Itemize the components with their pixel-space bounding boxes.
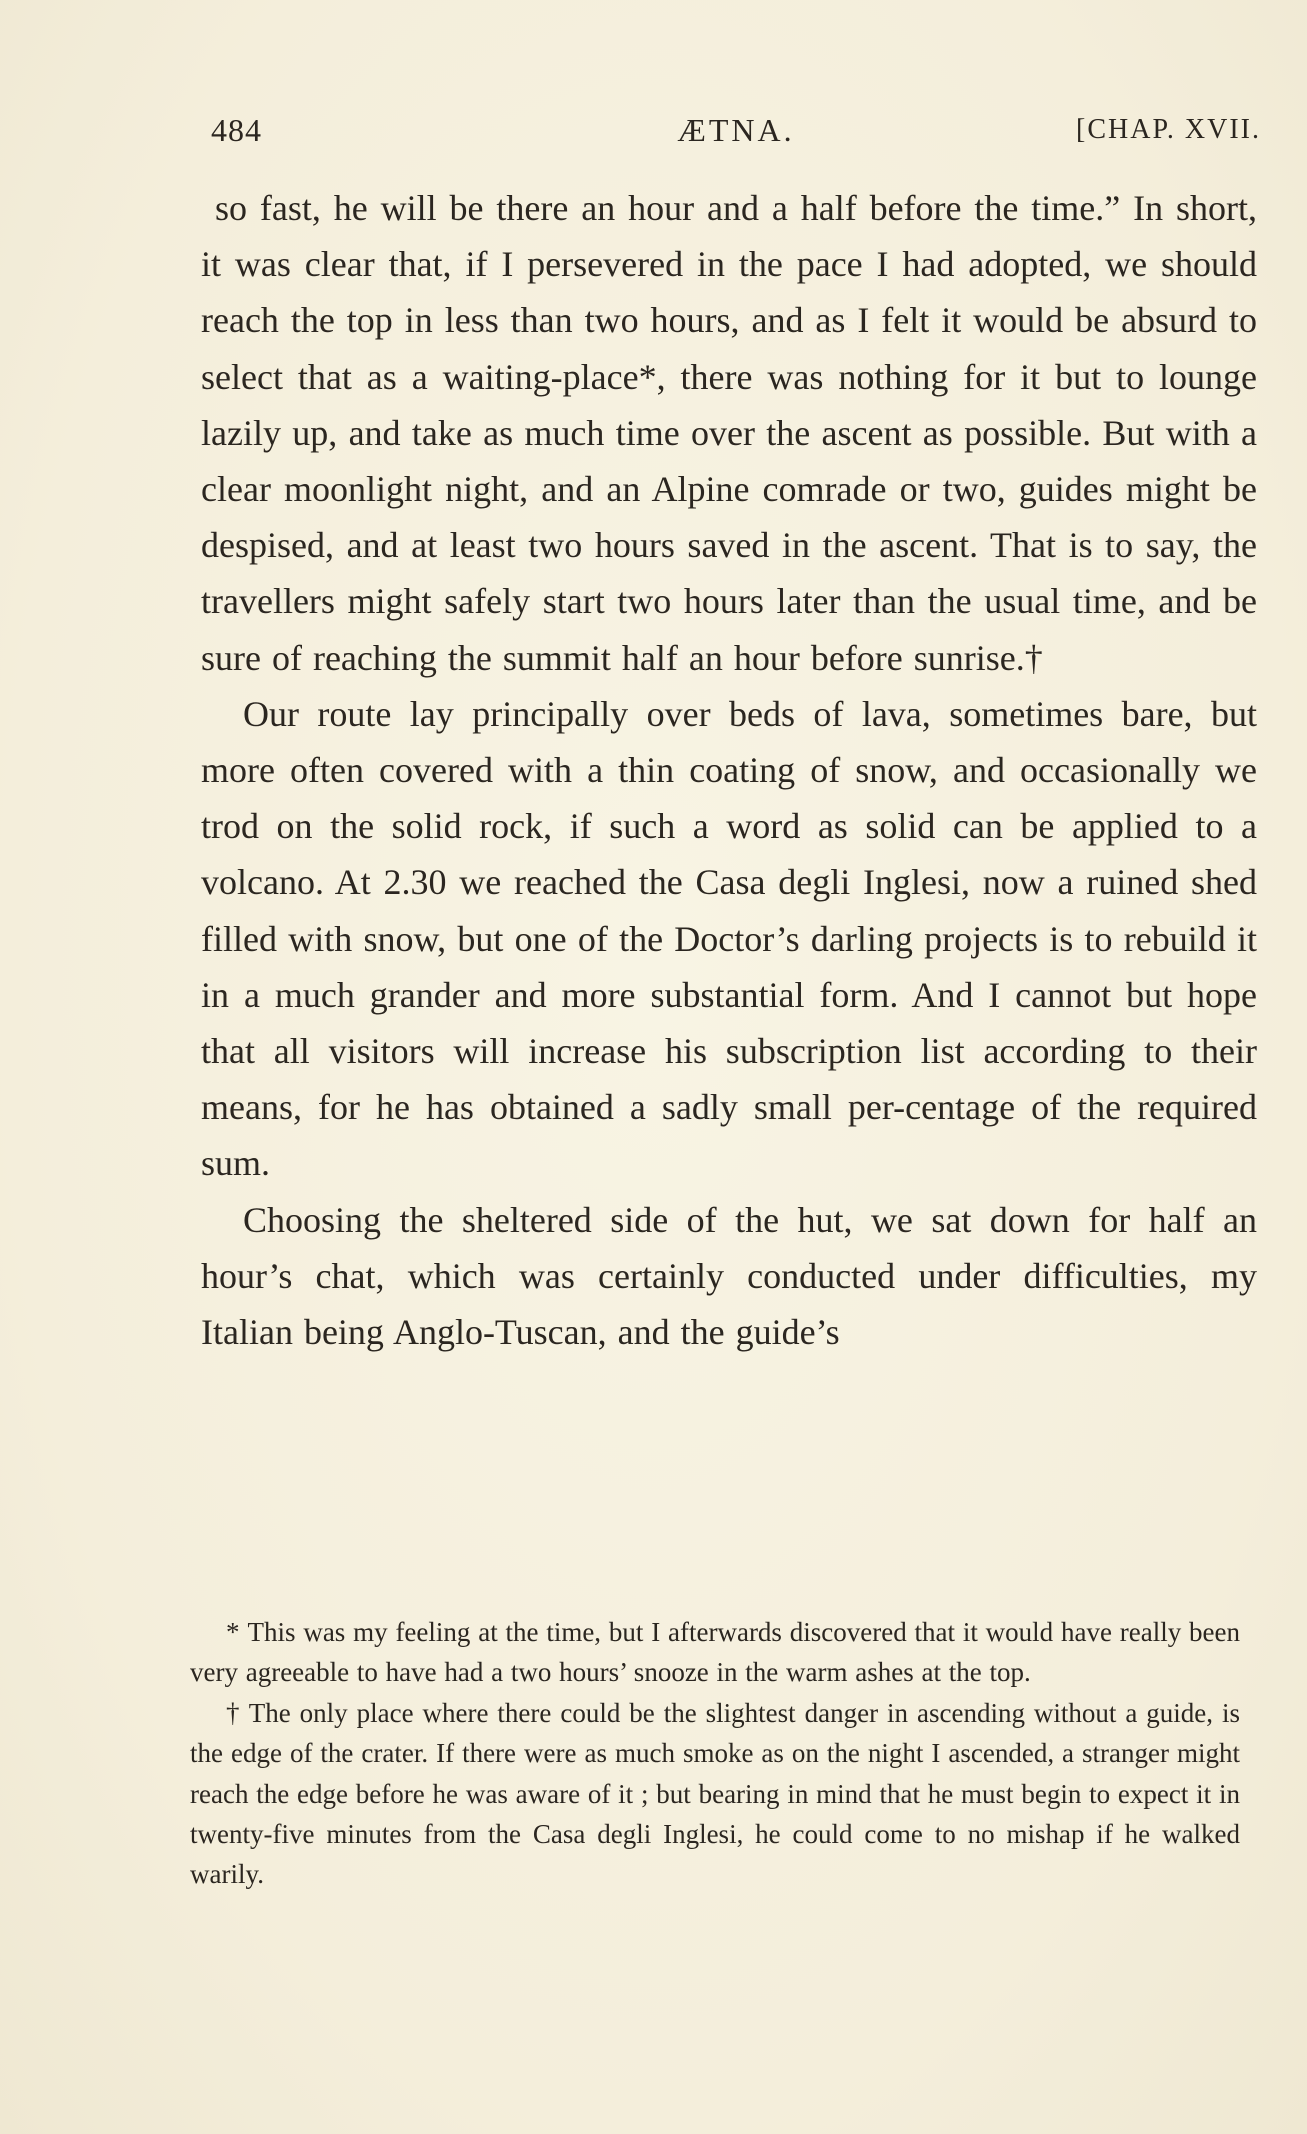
running-title: ÆTNA.: [677, 112, 795, 148]
footnote-2: [190, 1693, 1240, 1895]
body-text: [201, 180, 1257, 1360]
footnotes: [190, 1612, 1240, 1895]
paragraph-1: so fast, he will be there an hour and a half before the time.” In short, it was clear that, if I persevered in the pace I had adopted, we should reach the top in less than two hours, and as I felt it would be absurd to select that as a waiting-place*, there was nothing for it but to lounge lazily up, and take as much time over the ascent as possible. But with a clear moonlight night, and an Alpine comrade or two, guides might be despised, and at least two hours saved in the ascent. That is to say, the travellers might safely start two hours later than the usual time, and be sure of reaching the summit half an hour before sunrise.†: [201, 188, 1257, 678]
page-number: 484: [211, 112, 262, 148]
page-header: [211, 108, 1261, 152]
footnote-1-text: This was my feeling at the time, but I afterwards discovered that it would have really been very agreeable to have had a two hours’ snooze in the warm ashes at the top.: [190, 1617, 1240, 1688]
footnote-1-mark: *: [226, 1617, 240, 1647]
paragraph-2: Our route lay principally over beds of lava, sometimes bare, but more often covered with a thin coating of snow, and occasionally we trod on the solid rock, if such a word as solid can be applied to a volcano. At 2.30 we reached the Casa degli Inglesi, now a ruined shed filled with snow, but one of the Doctor’s darling projects is to rebuild it in a much grander and more substantial form. And I cannot but hope that all visitors will increase his subscription list according to their means, for he has obtained a sadly small per-centage of the required sum.: [201, 693, 1257, 1184]
footnote-2-text: The only place where there could be the slightest danger in ascending without a guide, is the edge of the crater. If there were as much smoke as on the night I ascended, a stranger might reach the edge before he was aware of it ; but bearing in mind that he must begin to expect it in twenty-five minutes from the Casa degli Inglesi, he could come to no mishap if he walked warily.: [190, 1697, 1241, 1890]
paragraph-3: Choosing the sheltered side of the hut, we sat down for half an hour’s chat, which was certainly conducted under difficulties, my Italian being Anglo-Tuscan, and the guide’s: [201, 1199, 1257, 1353]
chapter-reference: [CHAP. XVII.: [1076, 114, 1261, 145]
footnote-2-mark: †: [226, 1697, 241, 1728]
footnote-1: [190, 1612, 1240, 1693]
